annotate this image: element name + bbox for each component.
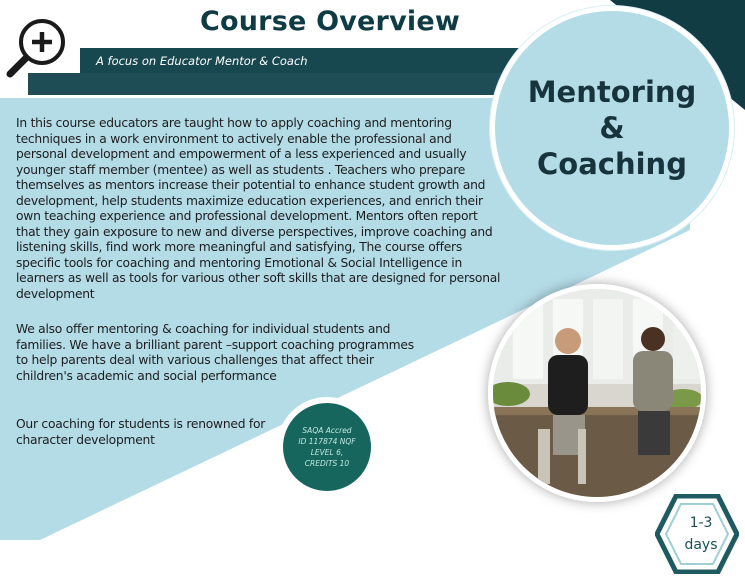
course-description: In this course educators are taught how to apply coaching and mentoring techniques in a work environment to actively enable the professional and personal development and empowerment of a less experienced and usually younger staff member (mentee) as well as students . Teachers who prepare themselves as mentors increase their potential to enhance student growth and development, help students maximize education experiences, and enrich their own teaching experience and professional development. Mentors often report that they gain exposure to new and diverse perspectives, improve coaching and listening skills, find work more meaningful and satisfying, The course offers specific tools for coaching and mentoring Emotional & Social Intelligence in learners as well as tools for various other soft skills that are designed for personal development (16, 116, 501, 301)
badge-line-1: Mentoring (527, 75, 697, 109)
seal-line-4: CREDITS 10 (304, 459, 350, 468)
duration-unit: days (684, 537, 718, 553)
badge-line-3: Coaching (537, 147, 687, 181)
mentoring-photo (488, 284, 706, 502)
page-title: Course Overview (200, 6, 460, 37)
mentoring-offer-text: We also offer mentoring & coaching for individual students and families. We have a brilliant parent –support coaching programmes to help parents deal with various challenges that affect their children's academic and social performance (16, 322, 414, 383)
student-coaching-text: Our coaching for students is renowned for character development (16, 417, 266, 447)
topic-badge (490, 6, 734, 250)
header-strip (28, 73, 522, 95)
duration-value: 1-3 (689, 515, 713, 531)
zoom-in-icon (2, 10, 72, 80)
duration-label (674, 512, 728, 556)
page-subtitle: A focus on Educator Mentor & Coach (96, 54, 308, 68)
seal-line-2: ID 117874 NQF (298, 437, 356, 446)
seal-line-3: LEVEL 6, (310, 448, 344, 457)
seal-line-1: SAQA Accred (302, 426, 352, 435)
accreditation-seal (277, 397, 377, 497)
photo-illustration (493, 289, 701, 497)
badge-line-2: & (599, 111, 625, 145)
